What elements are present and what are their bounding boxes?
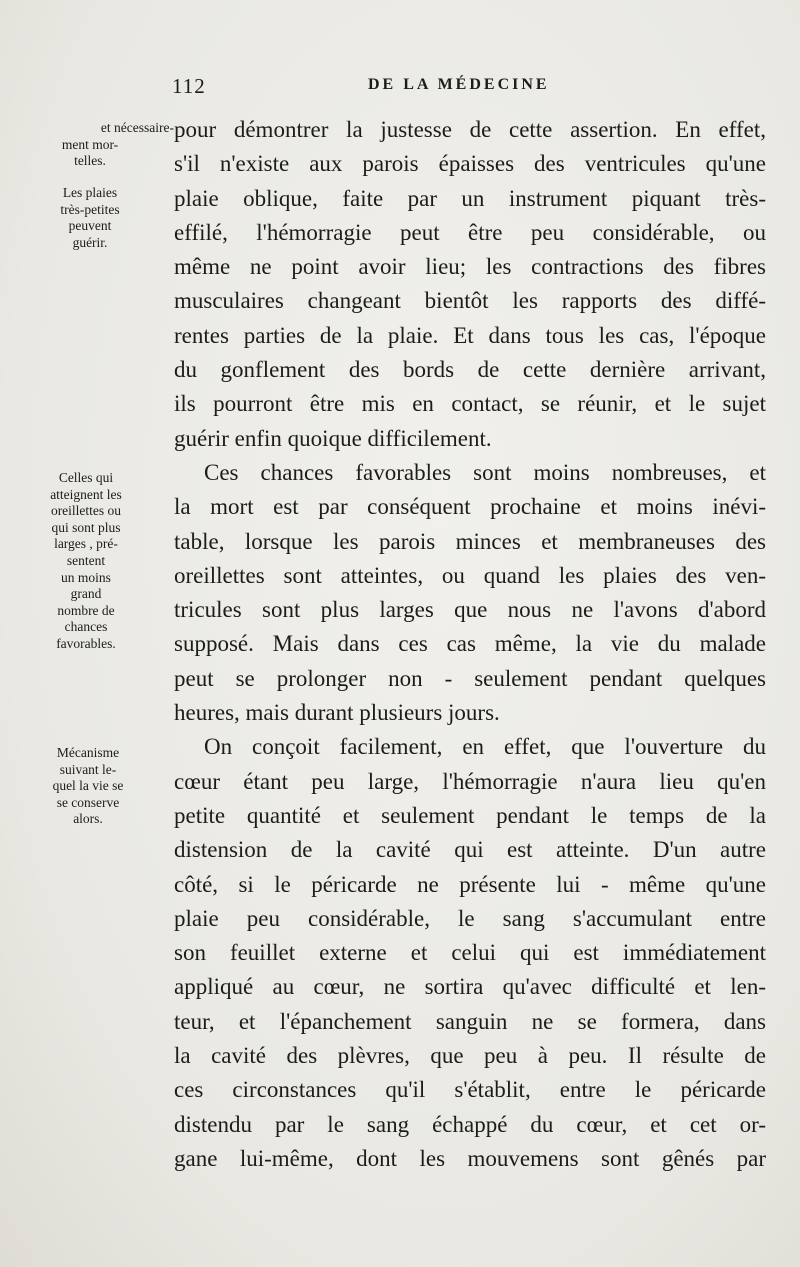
margin-note-line: un moins (61, 569, 111, 585)
text-line: On conçoit facilement, en effet, que l'ouverture du (204, 734, 766, 760)
text-line: teur, et l'épanchement sanguin ne se formera, dans (174, 1008, 766, 1034)
text-line: la cavité des plèvres, que peu à peu. Il résulte de (174, 1043, 766, 1069)
margin-note-line: sentent (66, 552, 106, 568)
text-line: même ne point avoir lieu; les contractions des fibres (174, 254, 766, 280)
margin-note-line: Les plaies (62, 185, 118, 200)
margin-note-line: favorables. (56, 635, 116, 651)
text-line: distension de la cavité qui est atteinte. D'un autre (174, 837, 766, 863)
text-line: Ces chances favorables sont moins nombreuses, et (204, 459, 766, 485)
text-line: la mort est par conséquent prochaine et moins inévi- (174, 494, 766, 520)
text-line: peut se prolonger non - seulement pendant quelques (174, 665, 766, 691)
margin-note-line: très-petites (60, 201, 120, 217)
text-line: gane lui-même, dont les mouvemens sont gênés par (174, 1145, 766, 1171)
body-text (174, 113, 766, 1176)
margin-note-line: grand (70, 586, 102, 602)
text-line: distendu par le sang échappé du cœur, et cet or- (174, 1111, 766, 1137)
margin-note-line: guérir. (72, 234, 108, 250)
text-line: ces circonstances qu'il s'établit, entre le péricarde (174, 1077, 766, 1103)
text-line: effilé, l'hémorragie peut être peu considérable, ou (174, 219, 766, 245)
margin-note-line: larges , pré- (54, 536, 118, 552)
margin-note-line: qui sont plus (51, 519, 121, 535)
text-line: cœur étant peu large, l'hémorragie n'aura lieu qu'en (174, 768, 766, 794)
margin-note-line: oreillettes ou (50, 503, 122, 519)
margin-note (6, 185, 174, 251)
margin-note-line: se conserve (56, 794, 120, 810)
margin-note-line: quel la vie se (52, 778, 124, 794)
text-line: du gonflement des bords de cette dernière arrivant, (174, 357, 766, 383)
text-line: supposé. Mais dans ces cas même, la vie du malade (174, 631, 766, 657)
margin-note-line: et nécessaire- (100, 120, 174, 135)
margin-note (4, 745, 172, 828)
margin-note-line: ment mor- (61, 136, 119, 152)
text-line: table, lorsque les parois minces et membraneuses des (174, 528, 766, 554)
text-line: plaie peu considérable, le sang s'accumulant entre (174, 905, 766, 931)
margin-note-line: atteignent les (50, 486, 122, 502)
margin-note-line: nombre de (57, 602, 115, 618)
page-header (172, 74, 772, 104)
text-line: son feuillet externe et celui qui est immédiatement (174, 940, 766, 966)
margin-note-line: Mécanisme (56, 745, 120, 760)
text-line: ils pourront être mis en contact, se réunir, et le sujet (174, 391, 766, 417)
text-line: petite quantité et seulement pendant le temps de la (174, 802, 766, 828)
margin-note-line: peuvent (68, 218, 112, 234)
margin-note-line: chances (64, 619, 108, 635)
margin-note-line: Celles qui (58, 470, 114, 485)
text-line: heures, mais durant plusieurs jours. (174, 700, 500, 726)
text-line: appliqué au cœur, ne sortira qu'avec difficulté et len- (174, 974, 766, 1000)
running-title: DE LA MÉDECINE (368, 76, 550, 93)
margin-note (6, 120, 174, 170)
text-line: pour démontrer la justesse de cette assertion. En effet, (174, 117, 766, 142)
text-line: côté, si le péricarde ne présente lui - même qu'une (174, 871, 766, 897)
margin-note-line: alors. (73, 811, 103, 827)
margin-note (2, 470, 170, 653)
text-line: rentes parties de la plaie. Et dans tous les cas, l'époque (174, 322, 766, 348)
text-line: s'il n'existe aux parois épaisses des ventricules qu'une (174, 151, 766, 177)
text-line: plaie oblique, faite par un instrument piquant très- (174, 185, 766, 211)
text-line: guérir enfin quoique difficilement. (174, 425, 492, 451)
text-line: oreillettes sont atteintes, ou quand les plaies des ven- (174, 562, 766, 588)
text-line: tricules sont plus larges que nous ne l'avons d'abord (174, 597, 766, 623)
text-line: musculaires changeant bientôt les rapports des diffé- (174, 288, 766, 314)
margin-note-line: telles. (74, 153, 106, 169)
page-number: 112 (172, 74, 206, 98)
margin-note-line: suivant le- (59, 761, 117, 777)
